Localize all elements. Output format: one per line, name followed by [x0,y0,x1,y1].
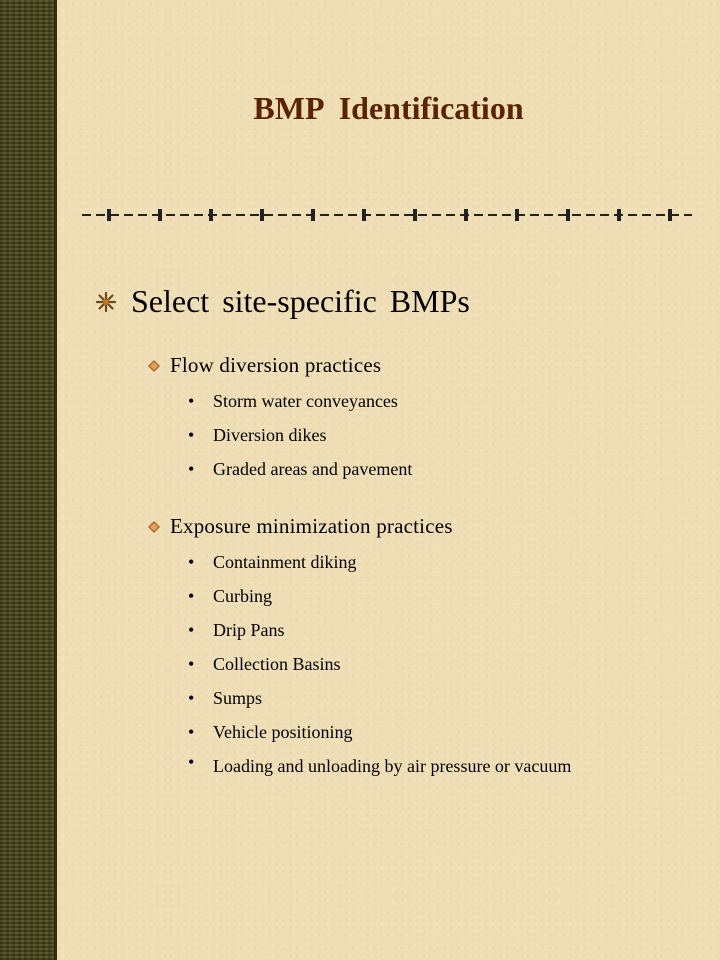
list-item-text: Diversion dikes [213,425,327,445]
section-heading-text: Exposure minimization practices [170,513,453,538]
list-item-text: Drip Pans [213,620,285,640]
main-point-text: Select site-specific BMPs [131,283,470,319]
main-point [96,283,470,320]
section-heading [148,352,412,378]
section-heading-text: Flow diversion practices [170,352,382,377]
bullet-icon: • [188,722,195,742]
bullet-list [148,384,412,486]
divider-line-icon [82,207,692,223]
list-item [148,384,412,418]
bullet-icon: • [188,552,195,572]
bullet-icon: • [188,425,195,445]
diamond-icon [148,520,160,532]
bullet-icon: • [188,688,195,708]
left-sidebar-texture [0,0,54,960]
list-item-text: Storm water conveyances [213,391,398,411]
bullet-icon: • [188,391,195,411]
bullet-icon: • [188,620,195,640]
bullet-icon: • [188,586,195,606]
bullet-icon: • [188,654,195,674]
list-item-text: Loading and unloading by air pressure or vacuum [213,756,572,776]
list-item [148,452,412,486]
section-flow-diversion [148,352,412,486]
list-item [148,647,683,681]
list-item-text: Collection Basins [213,654,341,674]
list-item [148,579,683,613]
list-item [148,749,683,780]
list-item [148,418,412,452]
list-item-text: Graded areas and pavement [213,459,413,479]
list-item-text: Containment diking [213,552,357,572]
star-burst-icon [96,292,116,312]
list-item [148,545,683,579]
list-item [148,715,683,749]
bullet-list [148,545,683,780]
section-heading [148,513,683,539]
slide-title: BMP Identification [253,90,524,126]
list-item-text: Vehicle positioning [213,722,353,742]
bullet-icon: • [188,752,195,772]
dashed-divider [82,207,692,223]
bullet-icon: • [188,459,195,479]
list-item-text: Curbing [213,586,273,606]
list-item [148,613,683,647]
sidebar-edge [54,0,57,960]
diamond-icon [148,359,160,371]
section-exposure-minimization [148,513,683,780]
list-item-text: Sumps [213,688,263,708]
list-item [148,681,683,715]
